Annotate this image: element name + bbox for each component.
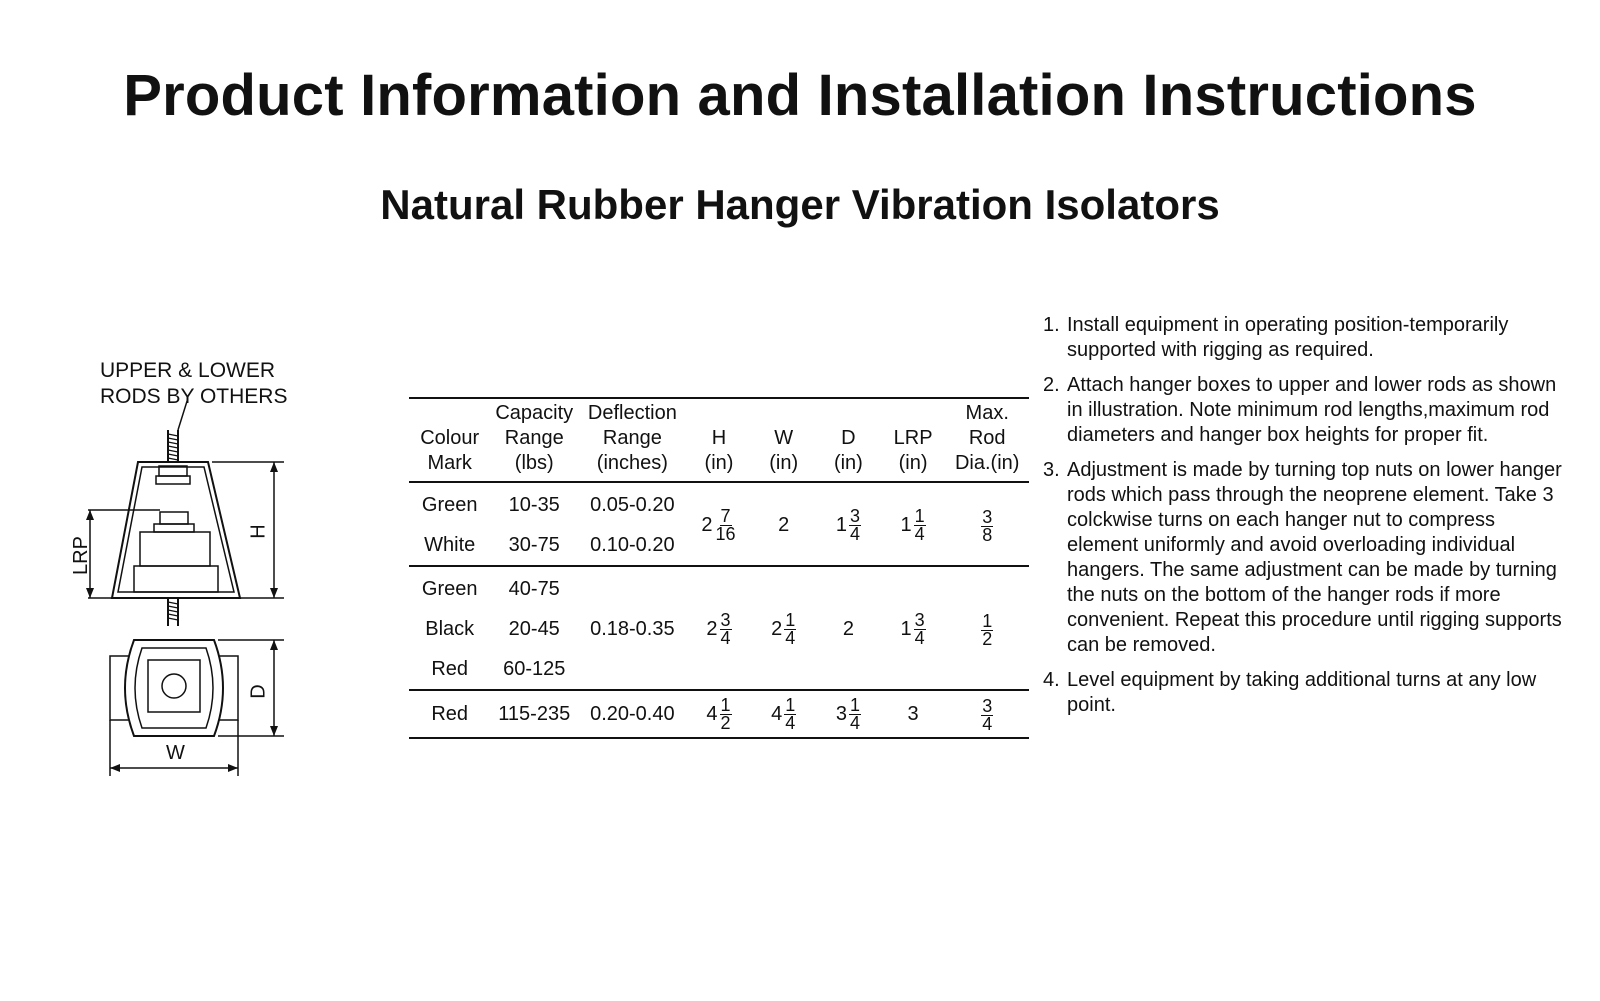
- h-label: H: [247, 524, 270, 539]
- instruction-item: 4. Level equipment by taking additional turns at any low point.: [1043, 669, 1537, 716]
- cell-capacity: 20-45: [508, 617, 560, 640]
- lrp-label: LRP: [69, 536, 92, 575]
- lower-rod: [168, 598, 178, 626]
- upper-rod: [168, 430, 178, 462]
- cell-colour: Red: [409, 649, 490, 690]
- col-lrp: LRP (in): [881, 398, 946, 482]
- cell-rod: $\frac{3}{4}$: [945, 690, 1029, 738]
- instruction-item: 2. Attach hanger boxes to upper and lower rods as shown in illustration. Note minimum rod lengths,maximum rod diameters and hanger box heights for proper fit.: [1043, 374, 1557, 446]
- cell-rod: $\frac{3}{8}$: [945, 482, 1029, 566]
- element-washer: [154, 524, 194, 532]
- cell-capacity: 115-235: [490, 690, 578, 738]
- cell-deflection: 0.20-0.40: [578, 690, 687, 738]
- table-row: [409, 566, 1029, 609]
- bottom-view: [110, 640, 238, 736]
- d-label: D: [247, 684, 270, 699]
- col-h: H (in): [687, 398, 752, 482]
- cell-lrp: 3: [881, 690, 946, 738]
- instructions-list: [1043, 313, 1563, 728]
- hanger-frame: [112, 462, 240, 598]
- cell-w: 4 $\frac{1}{4}$: [751, 690, 816, 738]
- col-max-rod: Max. Rod Dia.(in): [945, 398, 1029, 482]
- page-title: Product Information and Installation Instructions: [123, 63, 1477, 128]
- cell-capacity: 30-75: [490, 525, 578, 566]
- col-w: W (in): [751, 398, 816, 482]
- cell-colour: Red: [409, 690, 490, 738]
- rods-note-line2: RODS BY OTHERS: [100, 385, 288, 408]
- cell-d: 2: [816, 566, 881, 690]
- element-base: [134, 566, 218, 592]
- col-d: D (in): [816, 398, 881, 482]
- cell-w: 2: [751, 482, 816, 566]
- rod-pointer-line: [178, 400, 188, 430]
- cell-deflection: 0.18-0.35: [578, 566, 687, 690]
- cell-h: 4 $\frac{1}{2}$: [687, 690, 752, 738]
- cell-rod: $\frac{1}{2}$: [945, 566, 1029, 690]
- spec-table-header: [409, 398, 1029, 482]
- cell-lrp: 1 $\frac{1}{4}$: [881, 482, 946, 566]
- table-row: [409, 482, 1029, 525]
- rods-note-line1: UPPER & LOWER: [100, 359, 276, 382]
- cell-colour: White: [409, 525, 490, 566]
- element-nut: [160, 512, 188, 524]
- upper-washer: [156, 476, 190, 484]
- cell-w: 2 $\frac{1}{4}$: [751, 566, 816, 690]
- cell-capacity: 60-125: [490, 649, 578, 690]
- cell-colour: Black: [425, 617, 475, 640]
- w-label: W: [166, 742, 185, 764]
- cell-colour: Green: [421, 493, 478, 516]
- rubber-element: [140, 532, 210, 566]
- page-subtitle: Natural Rubber Hanger Vibration Isolators: [380, 181, 1220, 228]
- hanger-isolator-drawing: [60, 400, 300, 790]
- cell-capacity: 40-75: [508, 577, 560, 600]
- cell-h: 2 $\frac{3}{4}$: [687, 566, 752, 690]
- cell-deflection: 0.10-0.20: [578, 525, 687, 566]
- col-colour-mark: Colour Mark: [409, 398, 490, 482]
- cell-deflection: 0.05-0.20: [590, 493, 675, 516]
- cell-capacity: 10-35: [508, 493, 560, 516]
- col-deflection: Deflection Range (inches): [578, 398, 687, 482]
- spec-table: [409, 397, 1029, 739]
- cell-h: 2 $\frac{7}{16}$: [687, 482, 752, 566]
- cell-lrp: 1 $\frac{3}{4}$: [881, 566, 946, 690]
- instruction-item: 3. Adjustment is made by turning top nuts on lower hanger rods which pass through the neoprene element. Take 3 colckwise turns on each hanger nut to compress element uniformly and avoid overloading individual hangers. The same adjustment can be made by turning the nuts on the bottom of the hanger rods if more convenient. Repeat this procedure until rigging supports can be removed.: [1043, 459, 1562, 656]
- col-capacity: Capacity Range (lbs): [490, 398, 578, 482]
- cell-d: 3 $\frac{1}{4}$: [816, 690, 881, 738]
- table-row: [409, 690, 1029, 738]
- cell-colour: Green: [421, 577, 478, 600]
- hanger-frame-inner: [118, 467, 234, 592]
- instruction-item: 1. Install equipment in operating position-temporarily supported with rigging as required.: [1043, 314, 1509, 361]
- cell-d: 1 $\frac{3}{4}$: [816, 482, 881, 566]
